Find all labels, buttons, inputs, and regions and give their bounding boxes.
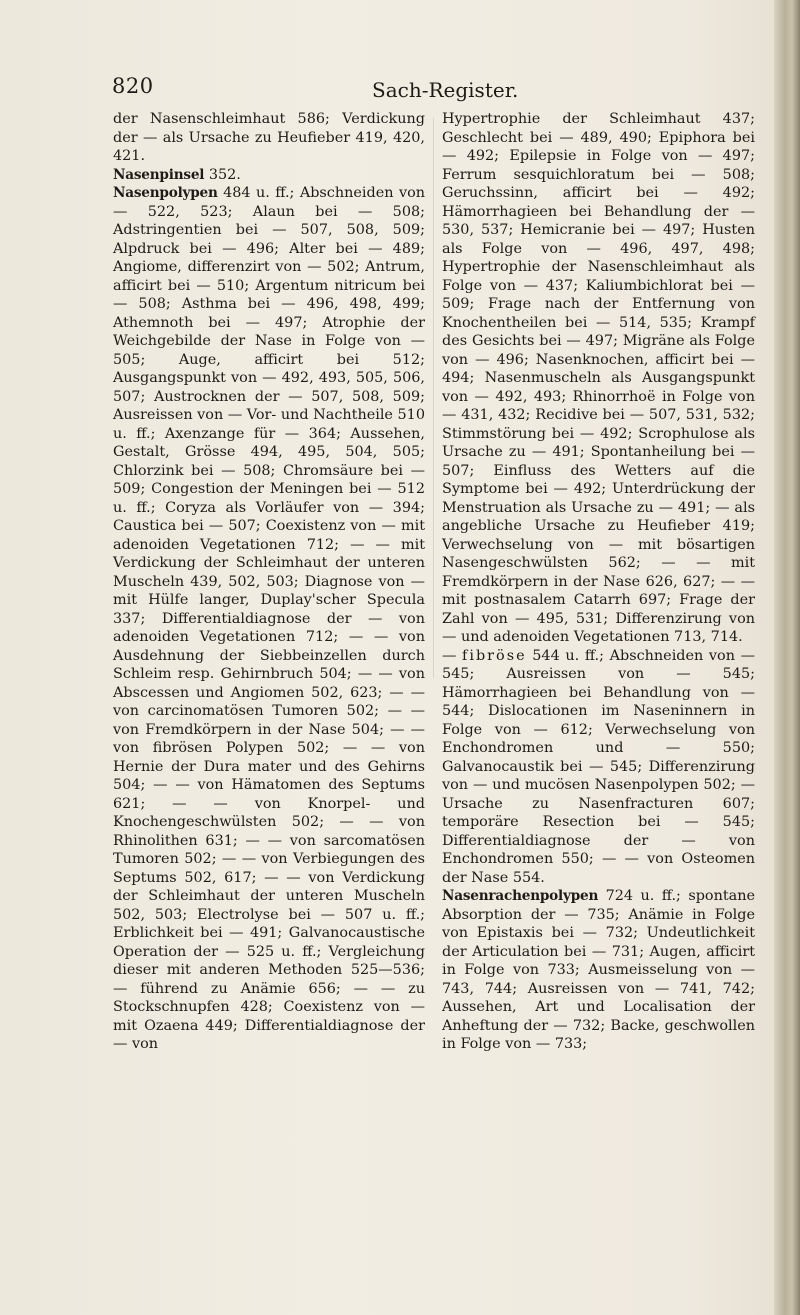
running-title: Sach-Register. (372, 78, 519, 102)
index-entry-nasenrachenpolypen (442, 887, 755, 1054)
column-gutter (433, 118, 434, 678)
entry-subheadword: fibröse (462, 647, 527, 664)
index-column-left (113, 110, 425, 1054)
entry-headword: Nasenpolypen (113, 185, 218, 201)
entry-text: 724 u. ff.; spontane Absorption der — 735; Anämie in Folge von Epistaxis bei — 732; Undeutlichkeit der Articulation bei — 731; Augen, afficirt in Folge von 733; Ausmeisselung von — 743, 744; Ausreissen von — 741, 742; Aussehen, Art und Localisation der Anheftung der — 732; Backe, geschwollen in Folge von — 733; (442, 888, 755, 1052)
entry-text: der Nasenschleimhaut 586; Verdickung der — als Ursache zu Heufieber 419, 420, 421. (113, 111, 425, 164)
entry-text: 484 u. ff.; Abschneiden von — 522, 523; Alaun bei — 508; Adstringentien bei — 507, 508, 509; Alpdruck bei — 496; Alter bei — 489; Angiome, differenzirt von — 502; Antrum, afficirt bei — 510; Argentum nitricum bei — 508; Asthma bei — 496, 498, 499; Athemnoth bei — 497; Atrophie der Weichgebilde der Nase in Folge von — 505; Auge, afficirt bei 512; Ausgangspunkt von — 492, 493, 505, 506, 507; Austrocknen der — 507, 508, 509; Ausreissen von — Vor- und Nachtheile 510 u. ff.; Axenzange für — 364; Aussehen, Gestalt, Grösse 494, 495, 504, 505; Chlorzink bei — 508; Chromsäure bei — 509; Congestion der Meningen bei — 512 u. ff.; Coryza als Vorläufer von — 394; Caustica bei — 507; Coexistenz von — mit adenoiden Vegetationen 712; — — mit Verdickung der Schleimhaut der unteren Muscheln 439, 502, 503; Diagnose von — mit Hülfe langer, Duplay'scher Specula 337; Differentialdiagnose der — von adenoiden Vegetationen 712; — — von Ausdehnung der Siebbeinzellen durch Schleim resp. Gehirnbruch 504; — — von Abscessen und Angiomen 502, 623; — — von carcinomatösen Tumoren 502; — — von Fremdkörpern in der Nase 504; — — von fibrösen Polypen 502; — — von Hernie der Dura mater und des Gehirns 504; — — von Hämatomen des Septums 621; — — von Knorpel- und Knochengeschwülsten 502; — — von Rhinolithen 631; — — von sarcomatösen Tumoren 502; — — von Verbiegungen des Septums 502, 617; — — von Verdickung der Schleimhaut der unteren Muscheln 502, 503; Electrolyse bei — 507 u. ff.; Erblichkeit bei — 491; Galvanocaustische Operation der — 525 u. ff.; Vergleichung dieser mit anderen Methoden 525—536; — führend zu Anämie 656; — — zu Stockschnupfen 428; Coexistenz von — mit Ozaena 449; Differentialdiagnose der — von (113, 185, 425, 1052)
entry-text: 544 u. ff.; Abschneiden von — 545; Ausreissen von — 545; Hämorrhagieen bei Behandlung von — 544; Dislocationen im Naseninnern in Folge von — 612; Verwechselung von Enchondromen und — 550; Galvanocaustik bei — 545; Differenzirung von — und mucösen Nasenpolypen 502; — Ursache zu Nasenfracturen 607; temporäre Resection bei — 545; Differentialdiagnose der — von Enchondromen 550; — — von Osteomen der Nase 554. (442, 647, 756, 886)
page-header (0, 74, 800, 108)
index-entry-nasenpinsel (113, 166, 425, 185)
index-column-right (442, 110, 755, 1054)
entry-headword: Nasenpinsel (113, 166, 205, 183)
entry-text: Hypertrophie der Schleimhaut 437; Geschlecht bei — 489, 490; Epiphora bei — 492; Epilepsie in Folge von — 497; Ferrum sesquichloratum bei — 508; Geruchssinn, afficirt bei — 492; Hämorrhagieen bei Behandlung der — 530, 537; Hemicranie bei — 497; Husten als Folge von — 496, 497, 498; Hypertrophie der Nasenschleimhaut als Folge von — 437; Kaliumbichlorat bei — 509; Frage nach der Entfernung von Knochentheilen bei — 514, 535; Krampf des Gesichts bei — 497; Migräne als Folge von — 496; Nasenknochen, afficirt bei — 494; Nasenmuscheln als Ausgangspunkt von — 492, 493; Rhinorrhoë in Folge von — 431, 432; Recidive bei — 507, 531, 532; Stimmstörung bei — 492; Scrophulose als Ursache zu — 491; Spontanheilung bei — 507; Einfluss des Wetters auf die Symptome bei — 492; Unterdrückung der Menstruation als Ursache zu — 491; — als angebliche Ursache zu Heufieber 419; Verwechselung von — mit bösartigen Nasengeschwülsten 562; — — mit Fremdkörpern in der Nase 626, 627; — — mit postnasalem Catarrh 697; Frage der Zahl von — 495, 531; Differenzirung von — und adenoiden Vegetationen 713, 714. (442, 111, 755, 645)
entry-headword: Nasenrachenpolypen (442, 888, 599, 904)
index-entry-continuation (113, 110, 425, 166)
page-number: 820 (112, 74, 154, 98)
page-edge (774, 0, 800, 1315)
index-subentry-fibroese (442, 647, 755, 888)
index-entry-nasenpolypen (113, 184, 425, 1054)
entry-dash: — (442, 647, 463, 664)
index-entry-continuation (442, 110, 755, 647)
entry-text: 352. (204, 166, 241, 183)
